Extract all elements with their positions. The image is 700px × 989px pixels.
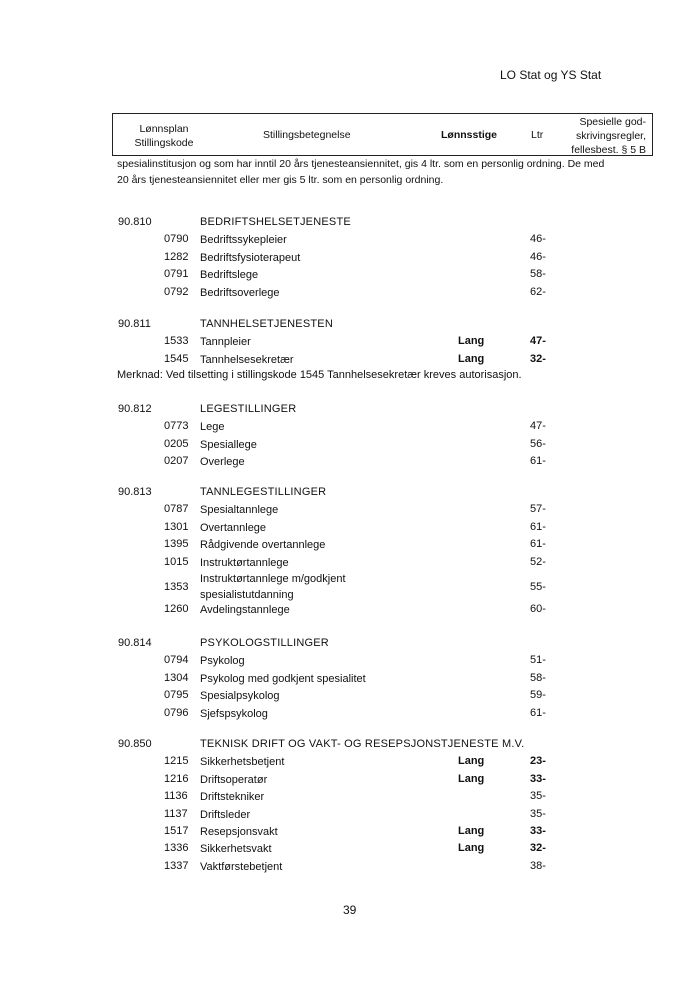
intro-line2: 20 års tjenesteansiennitet eller mer gis 5 ltr. som en personlig ordning. — [117, 174, 444, 186]
group-code: 90.812 — [118, 403, 152, 415]
table-row — [0, 573, 700, 601]
header-special — [571, 115, 646, 157]
salary-step: 32- — [530, 842, 546, 855]
table-row — [0, 860, 700, 877]
job-code: 1304 — [164, 671, 189, 684]
job-code: 0792 — [164, 285, 189, 298]
header-lonnsplan — [121, 122, 207, 150]
job-code: 0795 — [164, 689, 189, 702]
job-title: Spesialtannlege — [200, 504, 279, 517]
group-title: TANNHELSETJENESTEN — [200, 318, 333, 330]
header-special-line1: Spesielle god- — [579, 116, 646, 128]
salary-step: 46- — [530, 233, 546, 246]
salary-step: 58- — [530, 268, 546, 281]
header-special-line3: fellesbest. § 5 B — [571, 144, 646, 156]
table-row — [0, 773, 700, 790]
table-row — [0, 603, 700, 620]
table-row — [0, 455, 700, 472]
salary-step: 46- — [530, 250, 546, 263]
table-row — [0, 286, 700, 303]
salary-scale: Lang — [458, 335, 485, 348]
table-row — [0, 503, 700, 520]
job-title: Instruktørtannlege — [200, 556, 289, 569]
table-row — [0, 825, 700, 842]
group-code: 90.811 — [118, 318, 151, 330]
job-code: 1336 — [164, 842, 189, 855]
table-row — [0, 654, 700, 671]
intro-paragraph — [117, 156, 657, 188]
job-code: 0790 — [164, 233, 189, 246]
header-ltr: Ltr — [531, 129, 544, 141]
table-row — [0, 538, 700, 555]
job-code: 0787 — [164, 503, 189, 516]
group-code: 90.850 — [118, 738, 152, 750]
salary-step: 61- — [530, 538, 546, 551]
table-row — [0, 251, 700, 268]
job-title: Tannhelsesekretær — [200, 353, 294, 366]
header-lonnsplan-line2: Stillingskode — [134, 137, 194, 149]
job-code: 1216 — [164, 772, 189, 785]
salary-step: 35- — [530, 807, 546, 820]
job-code: 1517 — [164, 825, 189, 837]
salary-step: 61- — [530, 455, 546, 468]
salary-scale: Lang — [458, 755, 485, 768]
table-row — [0, 842, 700, 859]
job-title: Psykolog — [200, 655, 245, 668]
job-code: 1282 — [164, 250, 189, 263]
job-code: 0791 — [164, 268, 189, 281]
header-lonnsplan-line1: Lønnsplan — [139, 123, 189, 135]
salary-step: 62- — [530, 285, 546, 298]
job-title: Driftsoperatør — [200, 773, 268, 786]
group-title: PSYKOLOGSTILLINGER — [200, 637, 329, 649]
header-lonnsstige: Lønnsstige — [441, 129, 498, 141]
job-code: 0207 — [164, 455, 189, 468]
group-title: LEGESTILLINGER — [200, 403, 297, 415]
job-code: 0794 — [164, 654, 189, 667]
table-row — [0, 233, 700, 250]
group-code: 90.813 — [118, 486, 152, 498]
salary-step: 59- — [530, 689, 546, 702]
table-row — [0, 689, 700, 706]
job-code: 1136 — [164, 790, 188, 803]
job-title: Bedriftsoverlege — [200, 286, 280, 299]
salary-step: 32- — [530, 352, 546, 365]
salary-step: 51- — [530, 654, 546, 667]
table-header — [112, 113, 653, 156]
job-title: Driftsleder — [200, 808, 251, 821]
job-title: Avdelingstannlege — [200, 604, 290, 617]
job-title: Vaktførstebetjent — [200, 860, 283, 873]
job-code: 0205 — [164, 437, 189, 450]
salary-step: 56- — [530, 437, 546, 450]
job-code: 1215 — [164, 755, 189, 768]
salary-scale: Lang — [458, 352, 485, 365]
job-code: 1353 — [164, 581, 189, 593]
salary-step: 57- — [530, 503, 546, 516]
table-row — [0, 556, 700, 573]
table-row — [0, 755, 700, 772]
table-row — [0, 353, 700, 370]
header-stillingsbetegnelse: Stillingsbetegnelse — [263, 129, 351, 141]
intro-line1: spesialinstitusjon og som har inntil 20 års tjenesteansiennitet, gis 4 ltr. som en personlig ordning. De med — [117, 158, 605, 170]
job-title: Bedriftslege — [200, 269, 259, 282]
salary-step: 33- — [530, 825, 546, 837]
job-title: Spesiallege — [200, 438, 257, 451]
salary-step: 55- — [530, 581, 546, 593]
salary-step: 58- — [530, 671, 546, 684]
page-header-org: LO Stat og YS Stat — [500, 68, 602, 82]
job-title: Overlege — [200, 456, 245, 469]
salary-step: 38- — [530, 859, 546, 872]
salary-step: 61- — [530, 706, 546, 719]
salary-step: 47- — [530, 420, 546, 433]
job-title: Rådgivende overtannlege — [200, 539, 326, 552]
group-title: BEDRIFTSHELSETJENESTE — [200, 216, 351, 228]
job-title: Driftstekniker — [200, 791, 265, 804]
job-title: Bedriftsfysioterapeut — [200, 251, 301, 264]
salary-step: 60- — [530, 603, 546, 616]
salary-step: 33- — [530, 772, 546, 785]
table-row — [0, 268, 700, 285]
job-code: 1337 — [164, 859, 189, 872]
page-number: 39 — [343, 903, 357, 917]
table-row — [0, 420, 700, 437]
salary-scale: Lang — [458, 772, 485, 785]
salary-scale: Lang — [458, 842, 485, 855]
table-row — [0, 707, 700, 724]
salary-step: 47- — [530, 335, 546, 348]
job-title: Overtannlege — [200, 521, 267, 534]
job-code: 1545 — [164, 352, 189, 365]
salary-step: 35- — [530, 790, 546, 803]
job-code: 0773 — [164, 420, 189, 433]
header-special-line2: skrivingsregler, — [575, 130, 646, 142]
job-title: Sikkerhetsvakt — [200, 843, 272, 856]
group-code: 90.814 — [118, 637, 152, 649]
salary-step: 52- — [530, 555, 546, 568]
table-row — [0, 808, 700, 825]
salary-step: 23- — [530, 755, 546, 768]
job-title: Sikkerhetsbetjent — [200, 756, 285, 769]
job-title: Tannpleier — [200, 336, 251, 349]
job-title: Bedriftssykepleier — [200, 234, 287, 247]
group-title: TANNLEGESTILLINGER — [200, 486, 327, 498]
job-title: Resepsjonsvakt — [200, 826, 278, 838]
salary-step: 61- — [530, 520, 546, 533]
table-row — [0, 438, 700, 455]
job-title: Sjefspsykolog — [200, 707, 268, 720]
group-title: TEKNISK DRIFT OG VAKT- OG RESEPSJONSTJENESTE M.V. — [200, 738, 525, 750]
job-code: 1015 — [164, 555, 189, 568]
job-title-line1: Instruktørtannlege m/godkjent — [200, 573, 346, 585]
job-code: 1395 — [164, 538, 189, 551]
job-title: Psykolog med godkjent spesialitet — [200, 672, 366, 685]
job-code: 1533 — [164, 335, 189, 348]
table-row — [0, 790, 700, 807]
job-code: 0796 — [164, 706, 189, 719]
job-title-line2: spesialistutdanning — [200, 589, 294, 601]
job-title — [200, 572, 346, 602]
job-title: Lege — [200, 421, 225, 434]
table-row — [0, 335, 700, 352]
salary-scale: Lang — [458, 825, 485, 837]
group-code: 90.810 — [118, 216, 152, 228]
job-code: 1301 — [164, 520, 189, 533]
job-code: 1260 — [164, 603, 189, 616]
job-title: Spesialpsykolog — [200, 690, 280, 703]
table-row — [0, 521, 700, 538]
job-code: 1137 — [164, 807, 188, 820]
group-note: Merknad: Ved tilsetting i stillingskode 1545 Tannhelsesekretær kreves autorisasjon. — [117, 369, 522, 382]
table-row — [0, 672, 700, 689]
